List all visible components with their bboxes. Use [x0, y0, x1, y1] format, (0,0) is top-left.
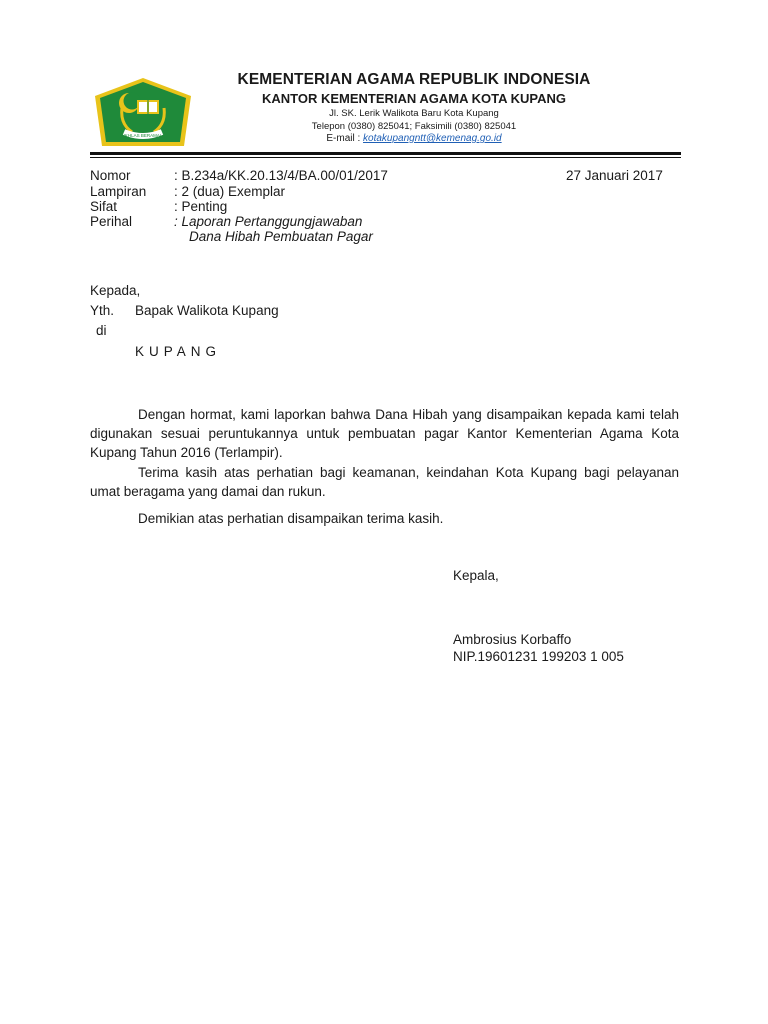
- sifat-label: Sifat: [90, 199, 118, 214]
- perihal-value-line2: Dana Hibah Pembuatan Pagar: [189, 229, 373, 244]
- sifat-value: : Penting: [174, 199, 228, 214]
- signer-nip: NIP.19601231 199203 1 005: [453, 649, 624, 664]
- nomor-label: Nomor: [90, 168, 131, 183]
- kepada-label: Kepada,: [90, 283, 141, 298]
- perihal-value: : Laporan Pertanggungjawaban: [174, 214, 363, 229]
- di-label: di: [96, 323, 107, 338]
- signer-name: Ambrosius Korbaffo: [453, 632, 572, 647]
- nomor-value: : B.234a/KK.20.13/4/BA.00/01/2017: [174, 168, 388, 183]
- body-paragraph-1: Dengan hormat, kami laporkan bahwa Dana Hibah yang disampaikan kepada kami telah digunakan sesuai peruntukannya untuk pembuatan pagar Kantor Kementerian Agama Kota Kupang Tahun 2016 (Terlampir).: [90, 407, 679, 460]
- logo-motto: IKHLAS BERAMAL: [123, 133, 163, 138]
- lampiran-value: : 2 (dua) Exemplar: [174, 184, 286, 199]
- office-phone: Telepon (0380) 825041; Faksimili (0380) 825041: [311, 121, 517, 132]
- yth-label: Yth.: [90, 303, 115, 318]
- office-name: KANTOR KEMENTERIAN AGAMA KOTA KUPANG: [261, 91, 567, 106]
- letter-date: 27 Januari 2017: [566, 168, 663, 183]
- email-label: E-mail :: [326, 133, 364, 144]
- office-email-line: [200, 133, 628, 144]
- body-paragraph-3: Demikian atas perhatian disampaikan terima kasih.: [138, 511, 444, 526]
- body-paragraph-2: Terima kasih atas perhatian bagi keamanan, keindahan Kota Kupang bagi pelayanan umat beragama yang damai dan rukun.: [90, 465, 679, 499]
- office-address: Jl. SK. Lerik Walikota Baru Kota Kupang: [329, 108, 499, 119]
- header-divider-thick: [90, 152, 681, 155]
- lampiran-label: Lampiran: [90, 184, 147, 199]
- recipient-city: KUPANG: [135, 344, 222, 359]
- ministry-logo: [92, 76, 194, 154]
- signer-title: Kepala,: [453, 568, 499, 583]
- ministry-name: KEMENTERIAN AGAMA REPUBLIK INDONESIA: [237, 71, 591, 88]
- recipient-name: Bapak Walikota Kupang: [135, 303, 279, 318]
- email-link[interactable]: kotakupangntt@kemenag.go.id: [363, 133, 502, 144]
- header-divider-thin: [90, 157, 681, 158]
- perihal-label: Perihal: [90, 214, 133, 229]
